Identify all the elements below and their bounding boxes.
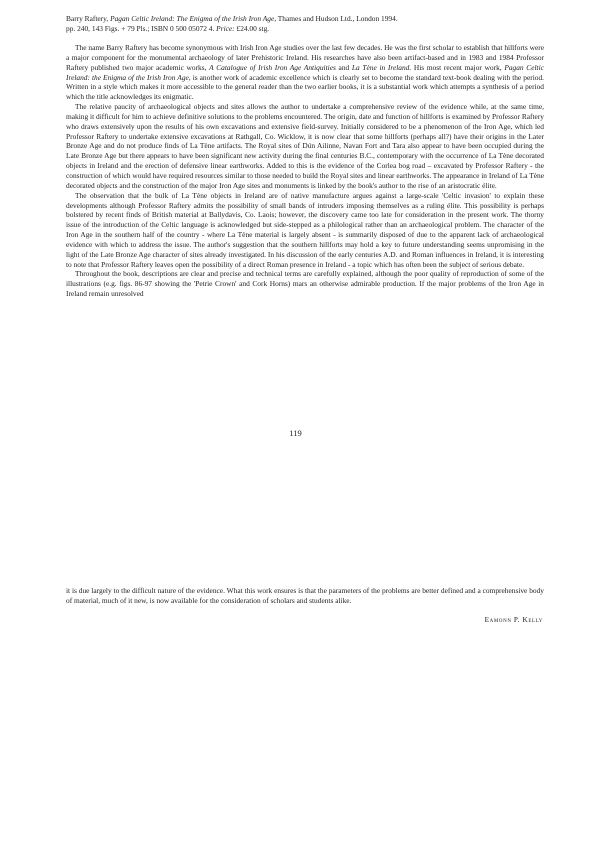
citation-author: Barry Raftery, xyxy=(66,14,109,23)
book-citation xyxy=(66,14,544,34)
book-title-la-tene: La Tène in Ireland. xyxy=(351,62,412,72)
citation-title: Pagan Celtic Ireland: The Enigma of the Irish Iron Age, xyxy=(110,14,277,23)
citation-publisher: Thames and Hudson Ltd., London 1994. xyxy=(277,14,398,23)
book-title-pagan-celtic-ireland: Pagan Celtic Ireland: the Enigma of the Irish Iron Age, xyxy=(66,62,544,82)
review-paragraph-1: The name Barry Raftery has become synonymous with Irish Iron Age studies over the last few decades. He was the first scholar to establish that hillforts were a major component for the monumental archaeology of later Prehistoric Ireland. His researches have also been artifact-based and in 1983 and 1984 Professor Raftery published two major academic works, A Catalogue of Irish Iron Age Antiquities and La Tène in Ireland. His most recent major work, Pagan Celtic Ireland: the Enigma of the Irish Iron Age, is another work of academic excellence which is clearly set to become the standard text-book dealing with the period. Written in a style which makes it more accessible to the general reader than the two earlier books, it is a substantial work which attempts a synthesis of a period which the title acknowledges its enigmatic. xyxy=(66,43,544,102)
review-body xyxy=(66,43,544,299)
citation-price: £24.00 stg. xyxy=(236,24,270,34)
citation-details: pp. 240, 143 Figs. + 79 Pls.; ISBN 0 500 05072 4. xyxy=(66,24,215,34)
book-title-catalogue: A Catalogue of Irish Iron Age Antiquities xyxy=(209,62,336,72)
review-paragraph-continued: it is due largely to the difficult nature of the evidence. What this work ensures is that the parameters of the problems are better defined and a comprehensive body of material, much of it new, is now available for the consideration of scholars and students alike. xyxy=(66,586,544,605)
reviewer-signature: Eamonn P. Kelly xyxy=(484,616,543,624)
review-paragraph-3: The observation that the bulk of La Tène objects in Ireland are of native manufacture argues against a large-scale 'Celtic invasion' to explain these developments although Professor Raftery admits the possibility of small bands of intruders imposing themselves as a ruling élite. This possibility is perhaps bolstered by recent finds of British material at Ballydavis, Co. Laois; however, the discovery came too late for consideration in the present work. The thorny issue of the introduction of the Celtic language is acknowledged but side-stepped as a philological rather than an archaeological problem. The character of the Iron Age in the southern half of the country - where La Tène material is largely absent - is summarily disposed of due to the apparent lack of archaeological evidence with which to address the issue. The author's suggestion that the southern hillforts may hold a key to future understanding seems unpromising in the light of the Late Bronze Age character of sites already investigated. In his discussion of the early centuries A.D. and Roman influences in Ireland, it is interesting to note that Professor Raftery leaves open the possibility of a direct Roman presence in Ireland - a topic which has often been the subject of serious debate. xyxy=(66,190,544,269)
citation-price-label: Price: xyxy=(216,24,235,34)
review-continuation xyxy=(66,586,544,606)
review-paragraph-4: Throughout the book, descriptions are clear and precise and technical terms are carefully explained, although the poor quality of reproduction of some of the illustrations (e.g. figs. 86-97 showing the 'Petrie Crown' and Cork Horns) mars an otherwise admirable production. If the major problems of the Iron Age in Ireland remain unresolved xyxy=(66,269,544,299)
page-number: 119 xyxy=(289,428,302,438)
review-paragraph-2: The relative paucity of archaeological objects and sites allows the author to undertake a comprehensive review of the evidence while, at the same time, making it difficult for him to achieve definitive solutions to the problems encountered. The origin, date and function of hillforts is examined by Professor Raftery who draws extensively upon the results of his own excavations and extensive field-survey. Initially considered to be a phenomenon of the Iron Age, which led Professor Raftery to undertake extensive excavations at Rathgall, Co. Wicklow, it is now clear that some hillforts (perhaps all?) have their origins in the Later Bronze Age and do not produce finds of La Tène artifacts. The Royal sites of Dún Ailinne, Navan Fort and Tara also appear to have been occupied during the Late Bronze Age but there appears to have been significant new activity during the final centuries B.C., contemporary with the occurrence of La Tène decorated objects in Ireland and the erection of defensive linear earthworks. Added to this is the evidence of the Corlea bog road – excavated by Professor Raftery - the construction of which would have required resources similar to those needed to build the Royal sites and linear earthworks. The appearance in Ireland of La Tène decorated objects and the construction of the major Iron Age sites and monuments is linked by the book's author to the rise of an aristocratic élite. xyxy=(66,102,544,190)
